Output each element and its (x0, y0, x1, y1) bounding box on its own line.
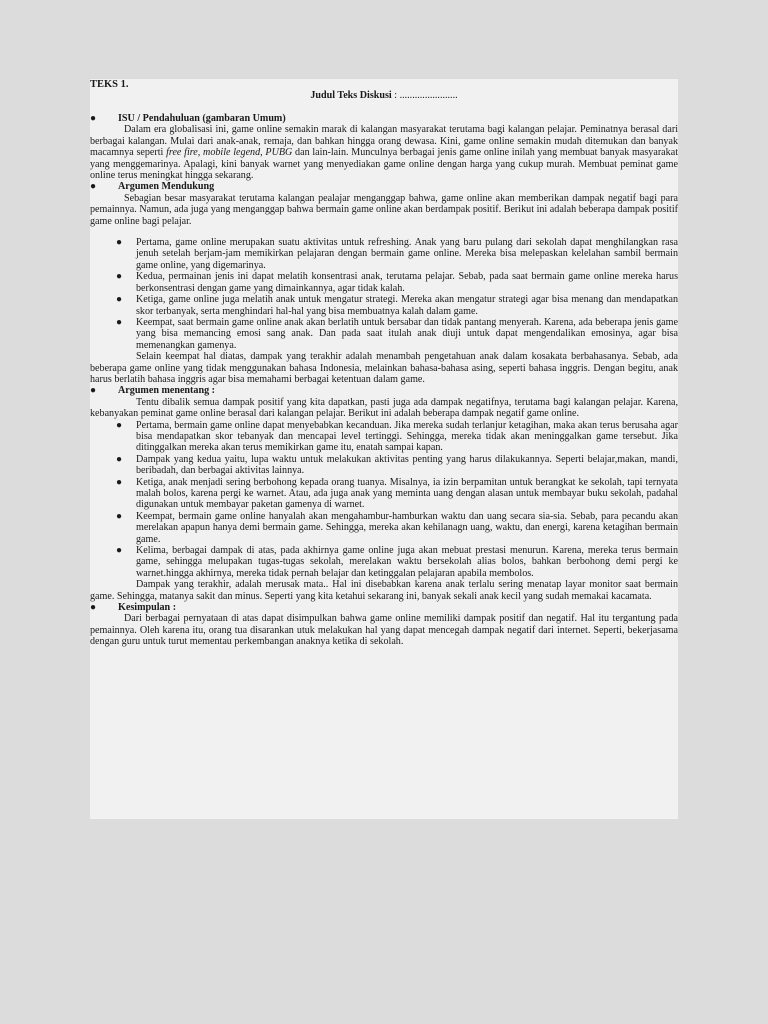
list-item (116, 237, 678, 271)
section-heading-argumen-menentang (90, 385, 678, 396)
title-value: : ....................... (391, 90, 458, 101)
isu-text-part-1: Dalam era globalisasi ini, game online semakin marak di kalangan masyarakat terutama bagi kalangan pelajar. Peminatnya berasal dari berbagai kalangan. Mulai dari anak-anak, remaja, dan bahkan hingga orang dewasa. Kini, game online semakin mudah ditemukan dan banyak macamnya seperti (90, 124, 678, 159)
bullet-icon: ● (116, 453, 123, 465)
mendukung-intro: Sebagian besar masyarakat terutama kalangan pealajar menganggap bahwa, game online akan memberikan dampak negatif bagi para pemainnya. Namun, ada juga yang menganggap bahwa bermain game online akan berdampak positif. Berikut ini adalah beberapa dampak positif game online bagi pelajar. (90, 192, 678, 227)
section-heading-isu (90, 113, 678, 124)
list-item-text: Pertama, game online merupakan suatu aktivitas untuk refreshing. Anak yang baru pulang dari sekolah dapat menghilangkan rasa jenuh setelah berjam-jam memikirkan pelajaran dengan bermain game online. Mereka bisa melepaskan kelelahan sambil bermain game online, yang digemarinya. (136, 237, 678, 271)
isu-paragraph (90, 124, 678, 181)
heading-text: Argumen Mendukung (118, 181, 215, 193)
list-item (116, 271, 678, 294)
kesimpulan-paragraph: Dari berbagai pernyataan di atas dapat disimpulkan bahwa game online memiliki dampak positif dan negatif. Hal itu tergantung pada pemainnya. Oleh karena itu, orang tua disarankan utuk melakukan hal yang dapat mencegah dampak negatif dari internet. Seperti, bekerjasama dengan guru untuk turut mementau perkembangan anaknya ketika di sekolah. (90, 613, 678, 648)
heading-text: Kesimpulan : (118, 602, 177, 614)
bullet-icon: ● (90, 113, 97, 124)
list-item-text: Dampak yang kedua yaitu, lupa waktu untuk melakukan aktivitas penting yang harus dilakukannya. Seperti belajar,makan, mandi, beribadah, dan berbagai aktivitas lainnya. (136, 453, 678, 477)
menentang-intro: Tentu dibalik semua dampak positif yang kita dapatkan, pasti juga ada dampak negatifnya, terutama bagi kalangan pelajar. Karena, kebanyakan peminat game online berasal dari kalangan pelajar. Berikut ini adalah beberapa dampak negatif game online. (90, 396, 678, 420)
list-item (116, 545, 678, 579)
mendukung-points-list (90, 237, 678, 351)
list-item-text: Keempat, bermain game online hanyalah akan mengahambur-hamburkan waktu dan uang secara sia-sia. Sebab, para pecandu akan merelakan apapun hanya demi bermain game. Sehingga, mereka akan kehilanagn uang, waktu, dan energi, karena ketagihan bermain game. (136, 510, 678, 545)
discussion-title (90, 90, 678, 101)
list-item (116, 316, 678, 351)
isu-game-list: free fire, mobile legend, PUBG (166, 147, 293, 159)
list-item (116, 476, 678, 511)
list-item-text: Kelima, berbagai dampak di atas, pada akhirnya game online juga akan mebuat prestasi menurun. Karena, mereka terus bermain game, sehingga melupakan tugas-tugas sekolah, merelakan waktu bersekolah alias bolos, bahkan berbohong demi pergi ke warnet.hingga akhirnya, mereka tidak pernah belajar dan ketinggalan pelajaran apabila membolos. (136, 545, 678, 579)
document-page (90, 79, 678, 819)
bullet-icon: ● (90, 602, 97, 614)
bullet-icon: ● (116, 294, 123, 306)
bullet-icon: ● (90, 385, 97, 397)
bullet-icon: ● (116, 476, 123, 488)
menentang-closing: Dampak yang terakhir, adalah merusak mata.. Hal ini disebabkan karena anak terlalu sering menatap layar monitor saat bermain game. Sehingga, matanya sakit dan minus. Seperti yang kita ketahui sekarang ini, banyak sekali anak kecil yang sudah memakai kacamata. (90, 579, 678, 602)
bullet-icon: ● (90, 181, 97, 193)
list-item-text: Pertama, bermain game online dapat menyebabkan kecanduan. Jika mereka sudah terlanjur ketagihan, maka akan terus berusaha agar bisa mendapatkan skor tebanyak dan mencapai level tertinggi. Sehingga, mereka tidak akan meninggalkan game tersebut. Jika ditinggalkan mereka akan terus memikirkan game itu, enatah sampai kapan. (136, 419, 678, 454)
list-item-text: Kedua, permainan jenis ini dapat melatih konsentrasi anak, terutama pelajar. Sebab, pada saat bermain game online mereka harus berkonsentrasi dengan game yang dimainkannya, agar tidak kalah. (136, 271, 678, 294)
section-heading-kesimpulan (90, 602, 678, 613)
list-item (116, 453, 678, 477)
bullet-icon: ● (116, 237, 123, 249)
list-item (116, 294, 678, 317)
menentang-points-list (90, 420, 678, 580)
list-item-text: Ketiga, game online juga melatih anak untuk mengatur strategi. Mereka akan mengatur strategi agar bisa menang dan mendapatkan skor terbanyak, serta menghindari hal-hal yang bisa membuatnya kalah dalam game. (136, 294, 678, 317)
mendukung-closing: Selain keempat hal diatas, dampak yang terakhir adalah menambah pengetahuan anak dalam kosakata berbahasanya. Sebab, ada beberapa game online yang tidak menggunakan bahasa Indonesia, melainkan bahasa-bahasa asing, seperti bahasa inggris. Dengan begitu, anak harus berlatih bahasa inggris agar bisa memahami berbagai ketentuan dalam game. (90, 351, 678, 385)
list-item (116, 510, 678, 545)
title-label: Judul Teks Diskusi (310, 90, 392, 101)
list-item-text: Ketiga, anak menjadi sering berbohong kepada orang tuanya. Misalnya, ia izin berpamitan untuk berangkat ke sekolah, tapi ternyata malah bolos, karena pergi ke warnet. Atau, ada juga anak yang meminta uang dengan alasan untuk membayar buku sekolah, padahal digunakan untuk membayar paketan gamenya di warnet. (136, 476, 678, 511)
heading-text: ISU / Pendahuluan (gambaran Umum) (118, 113, 286, 124)
bullet-icon: ● (116, 510, 123, 522)
bullet-icon: ● (116, 545, 123, 557)
heading-text: Argumen menentang : (118, 385, 216, 397)
list-item-text: Keempat, saat bermain game online anak akan berlatih untuk bersabar dan tidak pantang menyerah. Karena, ada beberapa jenis game yang bisa memancing emosi sang anak. Dan pada saat itulah anak diuji untuk dapat mengendalikan emosinya, agar bisa memenangkan gamenya. (136, 316, 678, 351)
teks-label: TEKS 1. (90, 79, 129, 90)
bullet-icon: ● (116, 316, 123, 328)
list-item (116, 419, 678, 454)
isu-text-part-2: dan lain-lain. Munculnya berbagai jenis game online inilah yang membuat banyak masyarakat yang menggemarinya. Apalagi, kini banyak warnet yang menyediakan game online dengan harga yang cukup murah. Membuat peminat game online terus meningkat hingga sekarang. (90, 147, 678, 182)
section-heading-argumen-mendukung (90, 181, 678, 192)
bullet-icon: ● (116, 419, 123, 431)
bullet-icon: ● (116, 271, 123, 283)
